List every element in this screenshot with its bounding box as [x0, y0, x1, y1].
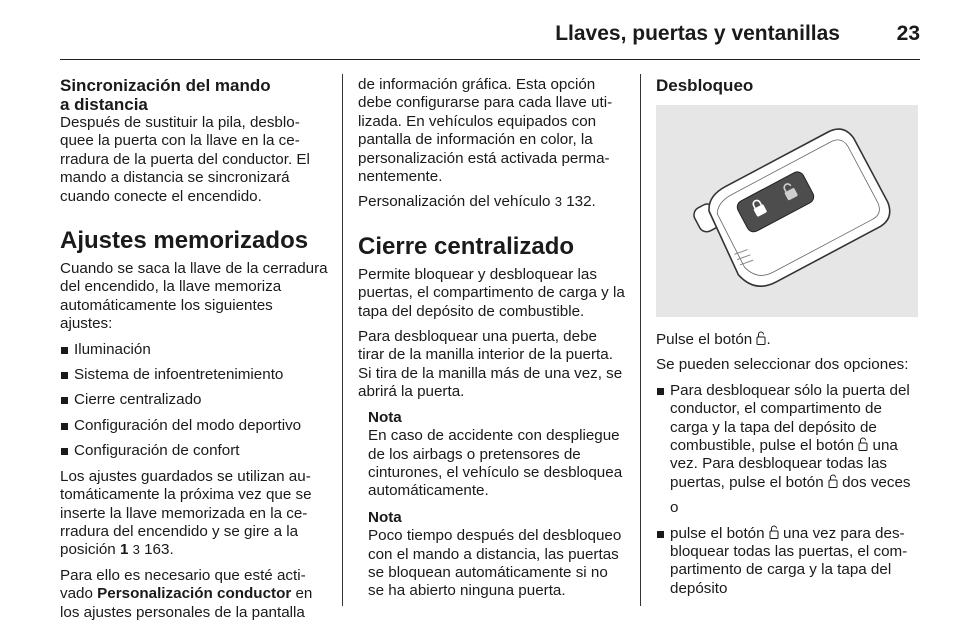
para-unlock-door: Para desbloquear una puerta, debe tirar de la manilla interior de la puerta. Si tira de la manilla más de una vez, se abrirá la puerta. [358, 328, 623, 401]
heading-sync: Sincronización del mando a distancia [60, 76, 271, 114]
list-item: Sistema de infoentretenimiento [60, 366, 328, 384]
para-saved-settings: Los ajustes guardados se utilizan automáticamente la próxima vez que se inserte la llave memorizada en la cerradura del encendido y se gire a la posición 1 3 163. [60, 467, 312, 559]
para-memorized: Cuando se saca la llave de la cerradura del encendido, la llave memoriza automáticamente los siguientes ajustes: [60, 260, 328, 333]
list-item: Configuración del modo deportivo [60, 417, 328, 435]
reference-arrow-icon: 3 [554, 194, 562, 210]
note-autolock: Nota Poco tiempo después del desbloqueo con el mando a distancia, las puertas se bloquean automáticamente si no se ha abierto ninguna puerta. [368, 508, 622, 600]
para-press-button: Pulse el botón . [656, 331, 771, 348]
note-airbag: Nota En caso de accidente con despliegue de los airbags o pretensores de cinturones, el vehículo se desbloquea automáticamente. [368, 408, 623, 500]
column-3 [656, 76, 922, 605]
reference-arrow-icon: 3 [132, 542, 140, 558]
para-allows: Permite bloquear y desbloquear las puertas, el compartimento de carga y la tapa del depósito de combustible. [358, 265, 625, 320]
list-item: Configuración de confort [60, 442, 328, 460]
heading-unlock: Desbloqueo [656, 76, 754, 95]
unlock-icon [756, 331, 766, 346]
column-divider [342, 74, 343, 606]
list-item: Para desbloquear sólo la puerta del conductor, el compartimento de carga y la tapa del depósito de combustible, pulse el botón una vez. Para desbloquear todas las puertas, pulse el botón dos veces [656, 382, 922, 492]
unlock-icon [769, 525, 779, 540]
para-continued: de información gráfica. Esta opción debe configurarse para cada llave utilizada. En vehículos equipados con pantalla de información en color, la personalización está activada permanentemente. [358, 76, 613, 186]
page-number: 23 [896, 22, 920, 45]
setting-name: Personalización conductor [97, 585, 292, 603]
para-sync: Después de sustituir la pila, desbloquee la puerta con la llave en la cerradura de la puerta del conductor. El mando a distancia se sincronizará cuando conecte el encendido. [60, 114, 310, 205]
para-options: Se pueden seleccionar dos opciones: [656, 356, 909, 374]
list-item: Iluminación [60, 341, 328, 359]
unlock-icon [828, 474, 838, 489]
para-requirement: Para ello es necesario que esté activado Personalización conductor en los ajustes personales de la pantalla [60, 566, 313, 621]
list-item: Cierre centralizado [60, 391, 328, 409]
column-2 [358, 76, 626, 609]
column-1 [60, 76, 328, 629]
para-vehicle-personalization: Personalización del vehículo 3 132. [358, 193, 596, 211]
unlock-icon [858, 437, 868, 452]
column-divider [640, 74, 641, 606]
para-or: o [670, 499, 679, 517]
list-item: pulse el botón una vez para desbloquear todas las puertas, el compartimento de carga y la tapa del depósito [656, 525, 922, 599]
remote-key-icon [656, 105, 918, 317]
heading-memorized: Ajustes memorizados [60, 227, 309, 255]
page-header [60, 14, 920, 60]
heading-central-locking: Cierre centralizado [358, 232, 575, 260]
remote-key-illustration [656, 105, 918, 317]
chapter-title: Llaves, puertas y ventanillas [555, 22, 840, 45]
